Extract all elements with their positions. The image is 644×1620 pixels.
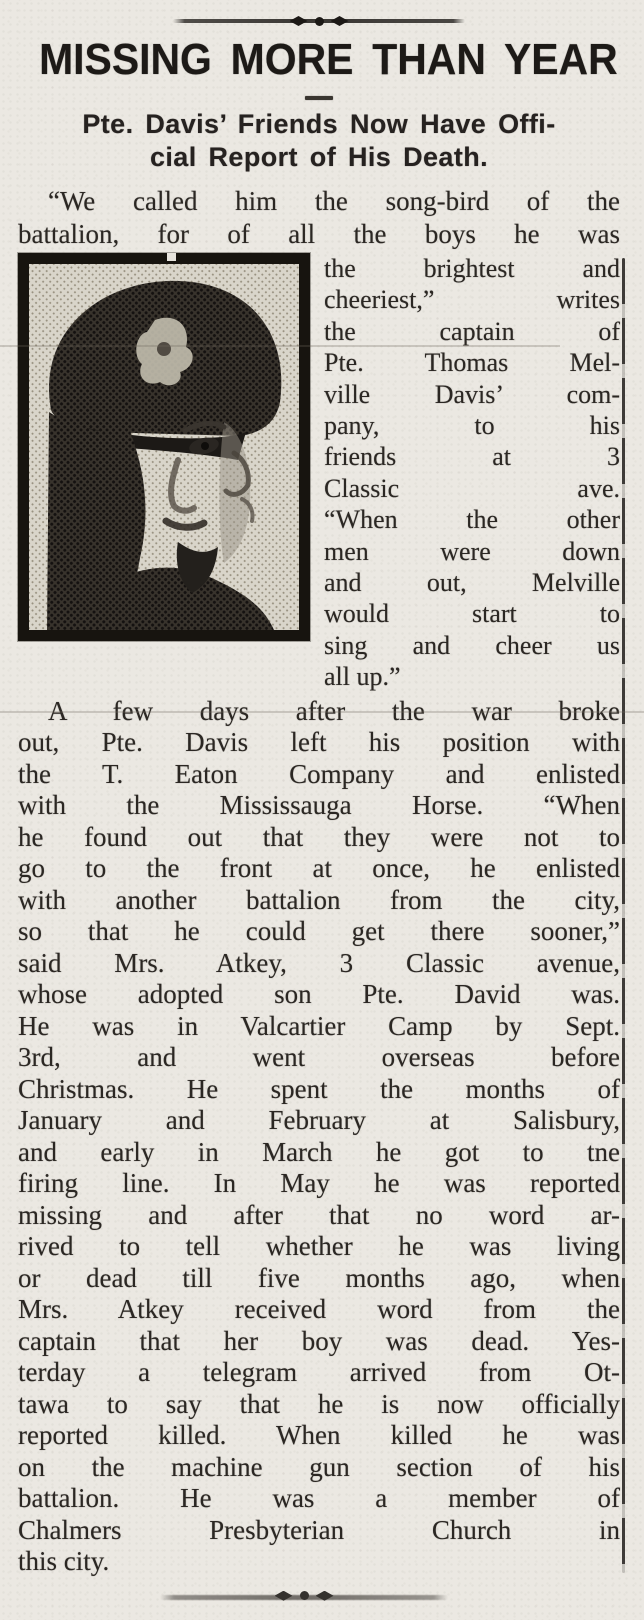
text-line: ville Davis’ com-	[324, 379, 620, 409]
text-line: terday a telegram arrived from Ot-	[18, 1357, 620, 1388]
soldier-portrait-photo	[18, 253, 310, 641]
text-line: “We called him the song-bird of the	[48, 186, 620, 216]
text-line: Classic ave.	[324, 473, 620, 503]
text-line: on the machine gun section of his	[18, 1451, 620, 1482]
diamond-ornament-icon	[331, 16, 349, 26]
text-line: he found out that they were not to	[18, 821, 620, 852]
scan-artifact-line	[0, 345, 560, 347]
text-line: firing line. In May he was reported	[18, 1168, 620, 1199]
text-line: battalion. He was a member of	[18, 1483, 620, 1514]
text-line: Christmas. He spent the months of	[18, 1073, 620, 1104]
text-line: Pte. Thomas Mel-	[324, 348, 620, 378]
text-line: all up.”	[324, 662, 401, 692]
text-line: out, Pte. Davis left his position with	[18, 727, 620, 758]
text-line: so that he could get there sooner,”	[18, 916, 620, 947]
text-line: Mrs. Atkey received word from the	[18, 1294, 620, 1325]
frame-notch	[167, 253, 176, 261]
text-line: 3rd, and went overseas before	[18, 1042, 620, 1073]
text-line: whose adopted son Pte. David was.	[18, 979, 620, 1010]
text-line: the brightest and	[324, 254, 620, 283]
text-line: the T. Eaton Company and enlisted	[18, 758, 620, 789]
top-rule-ornament	[173, 16, 465, 26]
text-line: tawa to say that he is now officially	[18, 1388, 620, 1419]
photo-and-wrapped-text-row	[18, 253, 620, 693]
bottom-rule-ornament	[160, 1591, 448, 1601]
text-line: said Mrs. Atkey, 3 Classic avenue,	[18, 947, 620, 978]
text-line: pany, to his	[324, 411, 620, 441]
subhead-line: Pte. Davis’ Friends Now Have Offi-	[82, 109, 556, 139]
subhead-line: cial Report of His Death.	[149, 142, 489, 172]
text-line: cheeriest,” writes	[324, 285, 620, 315]
text-line: captain that her boy was dead. Yes-	[18, 1325, 620, 1356]
text-line: A few days after the war broke	[48, 695, 620, 726]
text-line: friends at 3	[324, 442, 620, 472]
intro-paragraph	[18, 185, 620, 251]
text-line: with the Mississauga Horse. “When	[18, 790, 620, 821]
text-line: January and February at Salisbury,	[18, 1105, 620, 1136]
body-paragraph	[18, 696, 620, 1578]
text-line: this city.	[18, 1546, 110, 1577]
text-line: go to the front at once, he enlisted	[18, 853, 620, 884]
text-line: “When the other	[324, 505, 620, 535]
text-line: with another battalion from the city,	[18, 884, 620, 915]
text-line: the captain of	[324, 316, 620, 346]
text-line: He was in Valcartier Camp by Sept.	[18, 1010, 620, 1041]
article-subhead	[18, 108, 620, 174]
article-headline: MISSING MORE THAN YEAR	[39, 35, 618, 84]
diamond-ornament-icon	[290, 16, 308, 26]
column-rule	[622, 258, 625, 1573]
wrapped-text-column	[324, 253, 620, 693]
dot-ornament-icon	[300, 1591, 309, 1600]
soldier-portrait-image	[29, 264, 299, 630]
text-line: or dead till five months ago, when	[18, 1262, 620, 1293]
scan-artifact-line	[0, 711, 644, 713]
text-line: rived to tell whether he was living	[18, 1231, 620, 1262]
text-line: and early in March he got to tne	[18, 1136, 620, 1167]
dot-ornament-icon	[315, 17, 324, 26]
text-line: missing and after that no word ar-	[18, 1199, 620, 1230]
text-line: Chalmers Presbyterian Church in	[18, 1514, 620, 1545]
text-line: and out, Melville	[324, 568, 620, 598]
text-line: sing and cheer us	[324, 630, 620, 660]
text-line: would start to	[324, 599, 620, 629]
headline-divider	[305, 96, 333, 100]
text-line: reported killed. When killed he was	[18, 1420, 620, 1451]
text-line: men were down	[324, 536, 620, 566]
text-line: battalion, for of all the boys he was	[18, 219, 620, 249]
